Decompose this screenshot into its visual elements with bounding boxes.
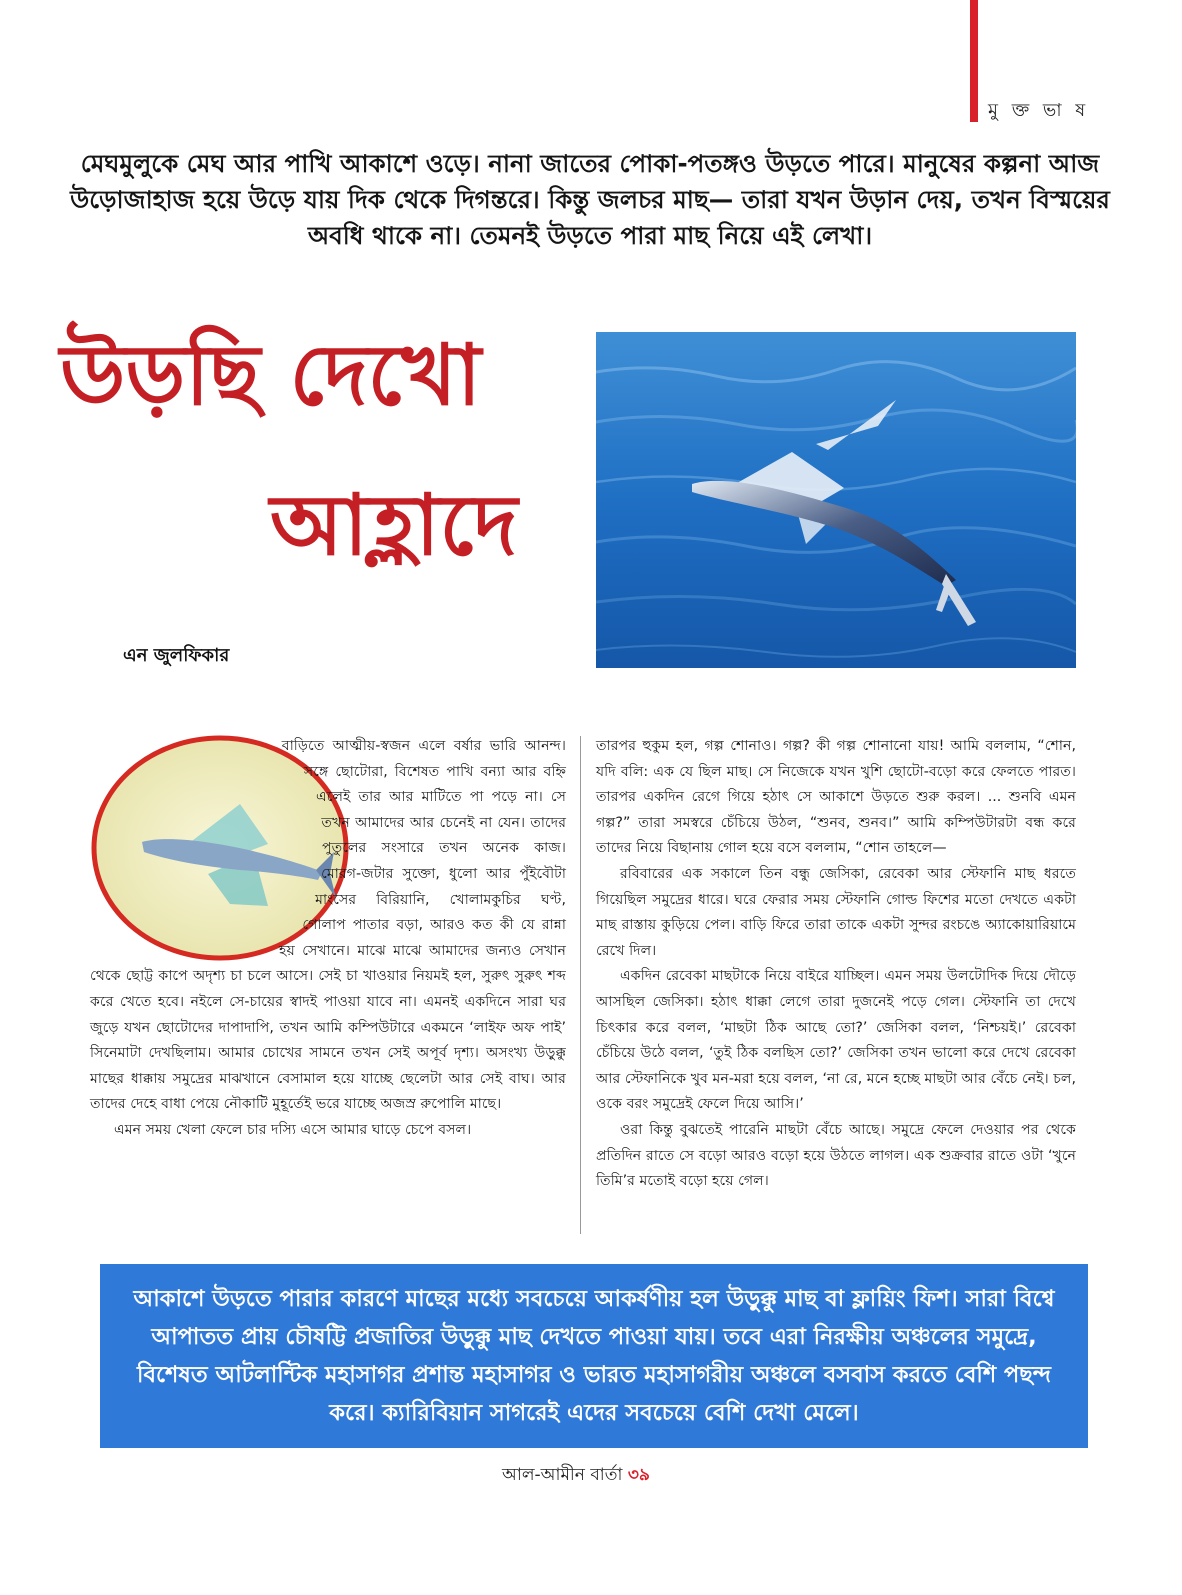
right-paragraph-2: রবিবারের এক সকালে তিন বন্ধু জেসিকা, রেবেকা আর স্টেফানি মাছ ধরতে গিয়েছিল সমুদ্রের ধারে। ঘরে ফেরার সময় স্টেফানি গোল্ড ফিশের মতো দেখতে একটা মাছ রাস্তায় কুড়িয়ে পেল। বাড়ি ফিরে তারা তাকে একটা সুন্দর রংচঙে অ্যাকোয়ারিয়ামে রেখে দিল। xyxy=(596,865,1076,959)
section-marker-bar xyxy=(970,0,978,122)
intro-text: মেঘমুলুকে মেঘ আর পাখি আকাশে ওড়ে। নানা জাতের পোকা-পতঙ্গও উড়তে পারে। মানুষের কল্পনা আজ উড়োজাহাজ হয়ে উড়ে যায় দিক থেকে দিগন্তরে। কিন্তু জলচর মাছ— তারা যখন উড়ান দেয়, তখন বিস্ময়ের অবধি থাকে না। তেমনই উড়তে পারা মাছ নিয়ে এই লেখা। xyxy=(70,149,1110,250)
page-number: ৩৯ xyxy=(627,1465,650,1485)
callout-box: আকাশে উড়তে পারার কারণে মাছের মধ্যে সবচেয়ে আকর্ষণীয় হল উড়ুক্কু মাছ বা ফ্লায়িং ফিশ। সারা বিশ্বে আপাতত প্রায় চৌষট্টি প্রজাতির উড়ুক্কু মাছ দেখতে পাওয়া যায়। তবে এরা নিরক্ষীয় অঞ্চলের সমুদ্রে, বিশেষত আটলান্টিক মহাসাগর প্রশান্ত মহাসাগর ও ভারত মহাসাগরীয় অঞ্চলে বসবাস করতে বেশি পছন্দ করে। ক্যারিবিয়ান সাগরেই এদের সবচেয়ে বেশি দেখা মেলে। xyxy=(100,1264,1088,1448)
right-paragraph-4: ওরা কিন্তু বুঝতেই পারেনি মাছটা বেঁচে আছে। সমুদ্রে ফেলে দেওয়ার পর থেকে প্রতিদিন রাতে সে বড়ো আরও বড়ো হয়ে উঠতে লাগল। এক শুক্রবার রাতে ওটা ‘খুনে তিমি’র মতোই বড়ো হয়ে গেল। xyxy=(596,1121,1076,1190)
author-name: এন জুলফিকার xyxy=(123,645,230,666)
title-line-2: আহ্লাদে xyxy=(270,475,518,574)
column-divider xyxy=(580,736,581,1234)
hero-image-flying-fish xyxy=(596,332,1076,668)
magazine-name: আল-আমীন বার্তা xyxy=(502,1465,623,1485)
right-paragraph-1: তারপর হুকুম হল, গল্প শোনাও। গল্প? কী গল্প শোনানো যায়! আমি বললাম, “শোন, যদি বলি: এক যে ছিল মাছ। সে নিজেকে যখন খুশি ছোটো-বড়ো করে ফেলতে পারত। তারপর একদিন রেগে গিয়ে হঠাৎ সে আকাশে উড়তে শুরু করল। ... শুনবি এমন গল্প?” তারা সমস্বরে চেঁচিয়ে উঠল, “শুনব, শুনব।” আমি কম্পিউটারটা বন্ধ করে তাদের নিয়ে বিছানায় গোল হয়ে বসে বললাম, “শোন তাহলে— xyxy=(596,738,1076,857)
article-title xyxy=(60,300,580,600)
article-right-column xyxy=(596,734,1076,1195)
left-paragraph-2: এমন সময় খেলা ফেলে চার দস্যি এসে আমার ঘাড়ে চেপে বসল। xyxy=(114,1121,472,1138)
page-footer xyxy=(502,1462,650,1490)
left-paragraph-1: বাড়িতে আত্মীয়-স্বজন এলে বর্ষার ভারি আনন্দ। সঙ্গে ছোটোরা, বিশেষত পাখি বন্যা আর বহ্নি এলেই তার আর মাটিতে পা পড়ে না। সে তখন আমাদের আর চেনেই না যেন। তাদের পুতুলের সংসারে তখন অনেক কাজ। মোরগ-জটার সুক্তো, ধুলো আর পুঁইবৌটা মাংসের বিরিয়ানি, খোলামকুচির ঘণ্ট, গোলাপ পাতার বড়া, আরও কত কী যে রান্না হয় সেখানে। মাঝে মাঝে আমাদের জন্যও সেখান থেকে ছোট্ট কাপে অদৃশ্য চা চলে আসে। সেই চা খাওয়ার নিয়মই হল, সুরুৎ সুরুৎ শব্দ করে খেতে হবে। নইলে সে-চায়ের স্বাদই পাওয়া যাবে না। এমনই একদিনে সারা ঘর জুড়ে যখন ছোটোদের দাপাদাপি, তখন আমি কম্পিউটারে একমনে ‘লাইফ অফ পাই’ সিনেমাটা দেখছিলাম। আমার চোখের সামনে তখন সেই অপূর্ব দৃশ্য। অসংখ্য উড়ুক্কু মাছের ধাক্কায় সমুদ্রের মাঝখানে বেসামাল হয়ে যাচ্ছে ছেলেটা আর সেই বাঘ। আর তাদের দেহে বাধা পেয়ে নৌকাটি মুহূর্তেই ভরে যাচ্ছে অজস্র রুপোলি মাছে। xyxy=(90,738,566,1113)
title-line-1: উড়ছি দেখো xyxy=(60,325,482,424)
article-left-column xyxy=(90,734,566,1144)
right-paragraph-3: একদিন রেবেকা মাছটাকে নিয়ে বাইরে যাচ্ছিল। এমন সময় উলটোদিক দিয়ে দৌড়ে আসছিল জেসিকা। হঠাৎ ধাক্কা লেগে তারা দুজনেই পড়ে গেল। স্টেফানি তা দেখে চিৎকার করে বলল, ‘মাছটা ঠিক আছে তো?’ জেসিকা বলল, ‘নিশ্চয়ই।’ রেবেকা চেঁচিয়ে উঠে বলল, ‘তুই ঠিক বলছিস তো?’ জেসিকা তখন ভালো করে দেখে রেবেকা আর স্টেফানিকে খুব মন-মরা হয়ে বলল, ‘না রে, মনে হচ্ছে মাছটা আর বেঁচে নেই। চল, ওকে বরং সমুদ্রেই ফেলে দিয়ে আসি।’ xyxy=(596,968,1076,1113)
section-label: মু ক্ত ভা ষ xyxy=(988,100,1090,121)
